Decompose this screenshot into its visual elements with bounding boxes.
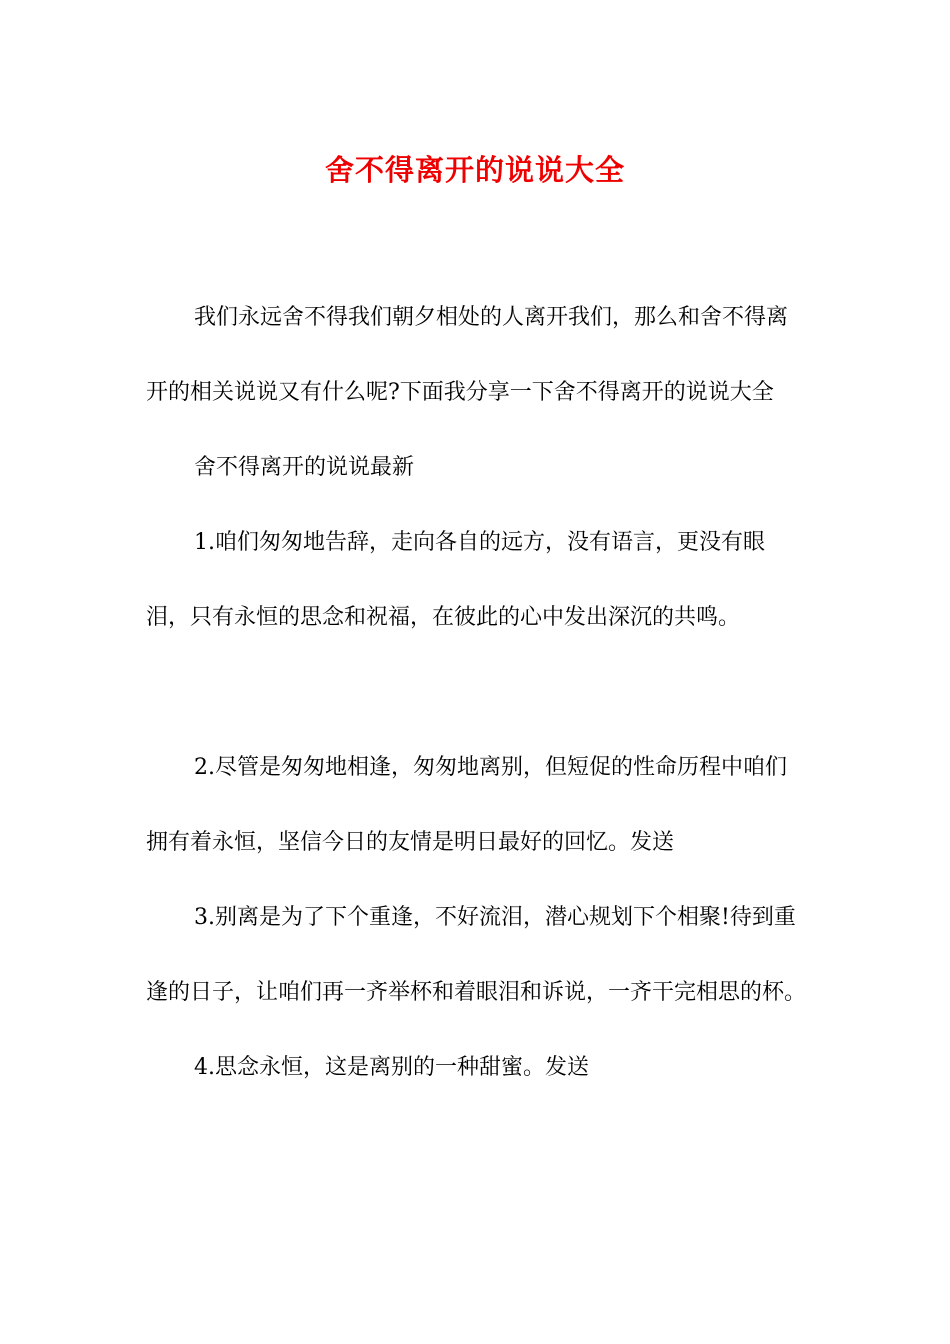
intro-paragraph: 我们永远舍不得我们朝夕相处的人离开我们，那么和舍不得离开的相关说说又有什么呢?下面我分享一下舍不得离开的说说大全 [146, 305, 789, 405]
section-heading: 舍不得离开的说说最新 [194, 455, 415, 480]
list-item: 1.咱们匆匆地告辞，走向各自的远方，没有语言，更没有眼泪，只有永恒的思念和祝福，在彼此的心中发出深沉的共鸣。 [146, 530, 765, 630]
list-item: 2.尽管是匆匆地相逢，匆匆地离别，但短促的性命历程中咱们拥有着永恒，坚信今日的友情是明日最好的回忆。发送 [146, 755, 787, 855]
document-title: 舍不得离开的说说大全 [324, 153, 625, 187]
paragraph-spacer [146, 655, 806, 730]
list-item: 4.思念永恒，这是离别的一种甜蜜。发送 [194, 1055, 589, 1080]
document-body [146, 280, 806, 1105]
list-item: 3.别离是为了下个重逢，不好流泪，潜心规划下个相聚!待到重逢的日子，让咱们再一齐举杯和着眼泪和诉说，一齐干完相思的杯。 [146, 905, 807, 1005]
